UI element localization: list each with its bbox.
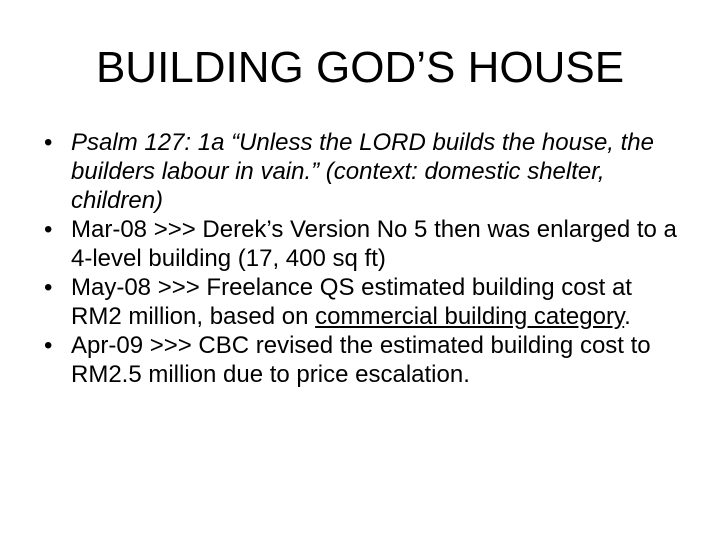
- bullet-icon: •: [44, 129, 53, 156]
- bullet-text-psalm: Psalm 127: 1a “Unless the LORD builds the house, the builders labour in vain.” (context: domestic shelter, children): [71, 129, 654, 214]
- bullet-text-may08: May-08 >>> Freelance QS estimated building cost at RM2 million, based on: [71, 274, 632, 330]
- bullet-item: [40, 128, 680, 215]
- commercial-category-underline: commercial building category: [315, 303, 625, 330]
- bullet-text-apr09: Apr-09 >>> CBC revised the estimated building cost to RM2.5 million due to price escalation.: [71, 332, 651, 388]
- bullet-item: [40, 215, 680, 273]
- bullet-text-may08-end: .: [624, 303, 631, 330]
- bullet-item: [40, 331, 680, 389]
- bullet-icon: •: [44, 274, 53, 301]
- slide-title: BUILDING GOD’S HOUSE: [95, 43, 625, 92]
- bullet-text-mar08: Mar-08 >>> Derek’s Version No 5 then was enlarged to a 4-level building (17, 400 sq ft): [71, 216, 677, 272]
- bullet-list: [40, 128, 680, 389]
- bullet-item: [40, 273, 680, 331]
- bullet-icon: •: [44, 216, 53, 243]
- bullet-icon: •: [44, 332, 53, 359]
